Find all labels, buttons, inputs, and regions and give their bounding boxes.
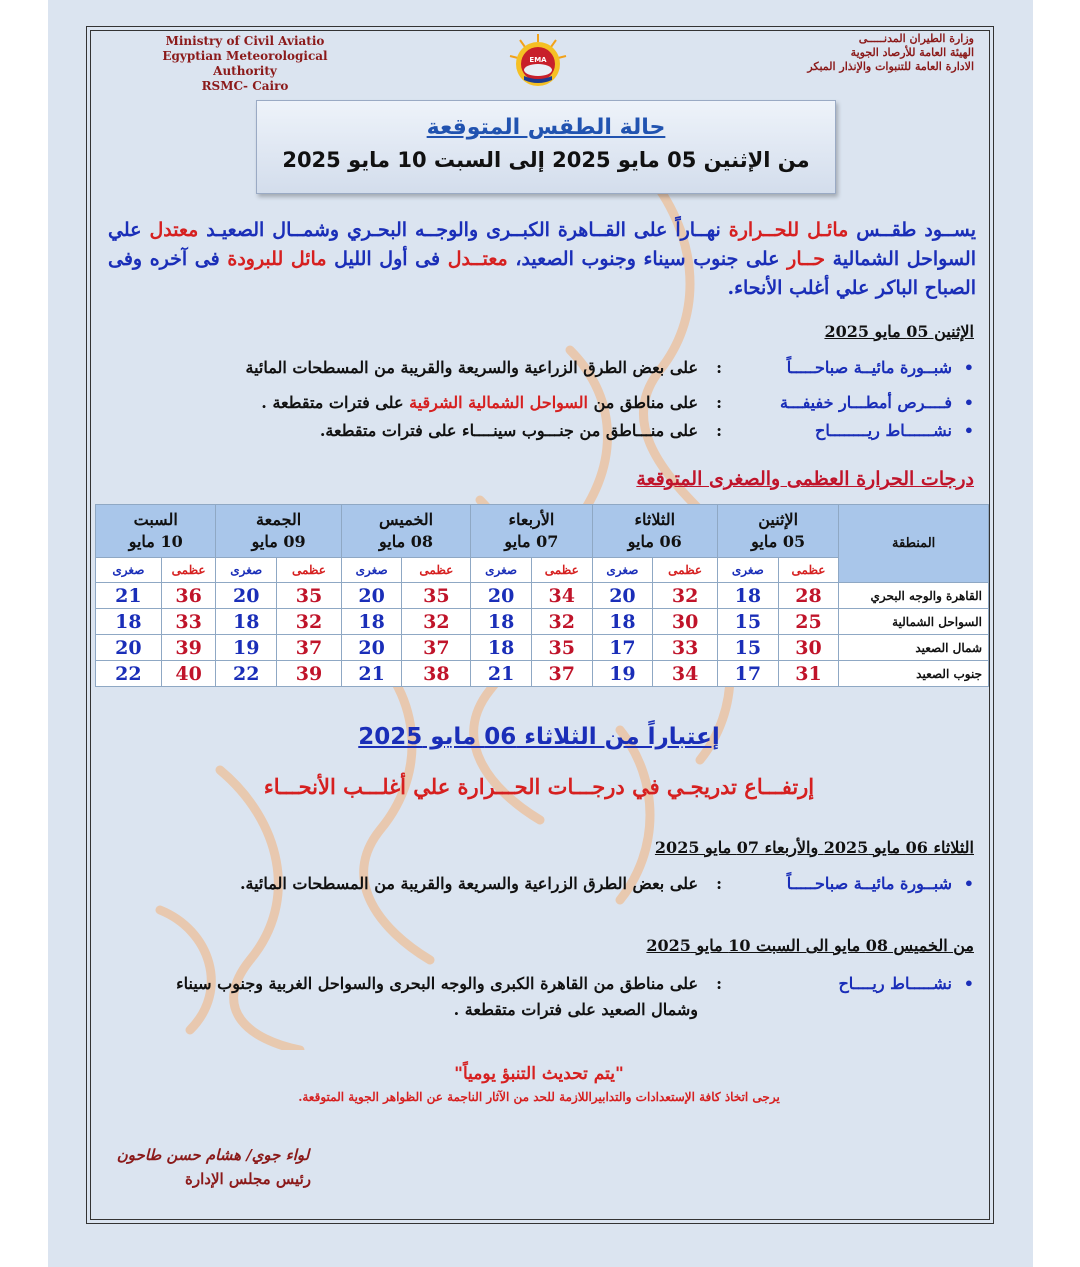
ema-logo <box>506 32 570 92</box>
phenomenon: شبــورة مائيــة صباحـــــاً <box>786 874 952 893</box>
region-name: السواحل الشمالية <box>839 609 989 635</box>
temperature-table <box>95 504 989 687</box>
day-name: الخميس <box>378 510 434 529</box>
day3-heading: من الخميس 08 مايو الى السبت 10 مايو 2025 <box>646 936 974 955</box>
from-tuesday-heading: إعتباراً من الثلاثاء 06 مايو 2025 <box>358 724 720 750</box>
intro-text: علي السواحل الشمالية <box>108 219 976 270</box>
day-header <box>96 505 216 558</box>
min-temp: 17 <box>717 661 778 687</box>
description: على مناطق من القاهرة الكبرى والوجه البحرى والسواحل الغربية وجنوب سيناء <box>176 974 698 993</box>
region-column-header: المنطقة <box>839 505 989 583</box>
max-temp: 34 <box>531 583 592 609</box>
colon: : <box>716 421 722 440</box>
description: على مناطق من <box>588 393 698 412</box>
max-temp: 35 <box>277 583 342 609</box>
min-temp: 18 <box>471 635 532 661</box>
min-temp: 20 <box>592 583 653 609</box>
min-temp: 20 <box>471 583 532 609</box>
intro-highlight: حــار <box>787 248 825 270</box>
day-name: الثلاثاء <box>634 510 676 529</box>
day-name: الإثنين <box>758 510 799 529</box>
intro-paragraph <box>108 216 976 303</box>
colon: : <box>716 358 722 377</box>
day1-item-fog <box>104 358 974 377</box>
max-label: عظمى <box>653 558 718 583</box>
day-date: 07 مايو <box>504 532 559 551</box>
temperature-trend: إرتفـــاع تدريجـي في درجـــات الحـــرارة علي أغلـــب الأنحـــاء <box>263 774 815 799</box>
signature-title: رئيس مجلس الإدارة <box>185 1170 311 1188</box>
title-box <box>256 100 836 194</box>
min-temp: 18 <box>341 609 402 635</box>
min-temp: 22 <box>216 661 277 687</box>
header-arabic <box>754 32 974 74</box>
min-temp: 20 <box>341 635 402 661</box>
description-highlight: السواحل الشمالية الشرقية <box>409 393 588 412</box>
min-label: صغرى <box>216 558 277 583</box>
phenomenon: نشــــــاط ريــــــــاح <box>815 421 952 440</box>
day-name: الجمعة <box>256 510 302 529</box>
intro-highlight: معتــدل <box>447 248 508 270</box>
day2-heading: الثلاثاء 06 مايو 2025 والأربعاء 07 مايو 2025 <box>654 838 974 857</box>
max-temp: 34 <box>653 661 718 687</box>
max-temp: 32 <box>402 609 471 635</box>
intro-text: فى أول الليل <box>326 248 448 270</box>
header-en-ministry: Ministry of Civil Aviatio <box>165 34 325 48</box>
header-en-rsmc: RSMC- Cairo <box>201 79 289 93</box>
min-temp: 20 <box>341 583 402 609</box>
min-temp: 20 <box>216 583 277 609</box>
min-temp: 18 <box>216 609 277 635</box>
day-header <box>216 505 341 558</box>
max-temp: 38 <box>402 661 471 687</box>
max-temp: 32 <box>277 609 342 635</box>
max-temp: 25 <box>778 609 839 635</box>
update-note: "يتم تحديث التنبؤ يومياً" <box>454 1064 624 1084</box>
day2-item-fog <box>104 874 974 893</box>
page-title: حالة الطقس المتوقعة <box>426 115 666 140</box>
bullet: • <box>963 974 974 993</box>
header-ar-directorate: الادارة العامة للتنبوات والإنذار المبكر <box>807 60 974 73</box>
max-temp: 31 <box>778 661 839 687</box>
temperature-table-title: درجات الحرارة العظمى والصغرى المتوقعة <box>636 468 974 490</box>
intro-highlight: معتدل <box>149 219 199 241</box>
max-temp: 40 <box>161 661 216 687</box>
max-temp: 35 <box>402 583 471 609</box>
day1-heading: الإثنين 05 مايو 2025 <box>824 322 974 341</box>
table-row <box>96 583 989 609</box>
colon: : <box>716 974 722 993</box>
phenomenon: نشـــــاط ريــــاح <box>838 974 952 993</box>
max-temp: 39 <box>277 661 342 687</box>
advice-note: يرجى اتخاذ كافة الإستعدادات والتدابيراللازمة للحد من الآثار الناجمة عن الظواهر الجوية المتوقعة. <box>298 1090 780 1104</box>
bullet: • <box>963 358 974 377</box>
logo-text: EMA <box>529 56 547 64</box>
max-temp: 33 <box>653 635 718 661</box>
bullet: • <box>963 393 974 412</box>
min-label: صغرى <box>96 558 162 583</box>
min-temp: 21 <box>96 583 162 609</box>
day-header <box>341 505 470 558</box>
intro-text: فى آخره وفى الصباح الباكر علي أغلب الأنحاء. <box>108 248 976 299</box>
min-temp: 18 <box>96 609 162 635</box>
forecast-period: من الإثنين 05 مايو 2025 إلى السبت 10 مايو 2025 <box>282 148 810 172</box>
max-label: عظمى <box>778 558 839 583</box>
day3-item-wind-cont <box>104 1000 974 1019</box>
description: على بعض الطرق الزراعية والسريعة والقريبة من المسطحات المائية. <box>239 874 698 893</box>
max-temp: 36 <box>161 583 216 609</box>
day-date: 08 مايو <box>379 532 434 551</box>
day1-item-wind <box>104 421 974 440</box>
day-date: 10 مايو <box>128 532 183 551</box>
day-name: الأربعاء <box>508 510 555 529</box>
min-temp: 15 <box>717 609 778 635</box>
intro-text: نهــاراً على القــاهرة الكبــرى والوجــه البحـري وشمــال الصعيـد <box>206 219 729 241</box>
table-row <box>96 661 989 687</box>
min-label: صغرى <box>341 558 402 583</box>
region-name: القاهرة والوجه البحري <box>839 583 989 609</box>
day-date: 09 مايو <box>251 532 306 551</box>
phenomenon: فــــرص أمطـــار خفيفـــة <box>779 393 952 412</box>
max-temp: 37 <box>531 661 592 687</box>
min-temp: 22 <box>96 661 162 687</box>
description: على منـــاطق من جنـــوب سينــــاء على فترات متقطعة. <box>319 421 698 440</box>
header-ar-authority: الهيئة العامة للأرصاد الجوية <box>850 46 974 59</box>
max-temp: 32 <box>653 583 718 609</box>
day-header <box>592 505 717 558</box>
min-temp: 20 <box>96 635 162 661</box>
bullet: • <box>963 421 974 440</box>
max-label: عظمى <box>531 558 592 583</box>
min-temp: 19 <box>216 635 277 661</box>
description: على بعض الطرق الزراعية والسريعة والقريبة من المسطحات المائية <box>245 358 698 377</box>
phenomenon: شبــورة مائيــة صباحـــــاً <box>786 358 952 377</box>
day-date: 06 مايو <box>627 532 682 551</box>
max-temp: 37 <box>402 635 471 661</box>
min-temp: 17 <box>592 635 653 661</box>
description: على فترات متقطعة . <box>261 393 410 412</box>
bullet: • <box>963 874 974 893</box>
intro-highlight: مائـل للحــرارة <box>728 219 849 241</box>
region-name: جنوب الصعيد <box>839 661 989 687</box>
day-header <box>471 505 592 558</box>
min-temp: 18 <box>471 609 532 635</box>
max-temp: 39 <box>161 635 216 661</box>
description: وشمال الصعيد على فترات متقطعة . <box>453 1000 698 1019</box>
header-ar-ministry: وزارة الطيران المدنـــــى <box>858 32 974 45</box>
min-temp: 21 <box>341 661 402 687</box>
colon: : <box>716 393 722 412</box>
max-temp: 30 <box>653 609 718 635</box>
max-label: عظمى <box>277 558 342 583</box>
min-temp: 18 <box>717 583 778 609</box>
max-label: عظمى <box>161 558 216 583</box>
max-temp: 37 <box>277 635 342 661</box>
min-label: صغرى <box>471 558 532 583</box>
min-temp: 15 <box>717 635 778 661</box>
table-row <box>96 635 989 661</box>
min-temp: 18 <box>592 609 653 635</box>
table-row <box>96 609 989 635</box>
day3-item-wind <box>104 974 974 993</box>
intro-text: يســود طقــس <box>848 219 977 241</box>
signature-name: لواء جوي/ هشام حسن طاحون <box>116 1146 310 1164</box>
intro-highlight: مائل للبرودة <box>227 248 327 270</box>
day1-item-rain <box>104 393 974 412</box>
colon: : <box>716 874 722 893</box>
day-date: 05 مايو <box>751 532 806 551</box>
intro-text: على جنوب سيناء وجنوب الصعيد، <box>507 248 788 270</box>
max-temp: 30 <box>778 635 839 661</box>
max-temp: 35 <box>531 635 592 661</box>
day-header <box>717 505 838 558</box>
min-label: صغرى <box>717 558 778 583</box>
day-name: السبت <box>133 510 178 529</box>
header-en-authority: Egyptian Meteorological Authority <box>162 49 328 78</box>
header-english <box>140 34 350 94</box>
max-temp: 32 <box>531 609 592 635</box>
min-temp: 19 <box>592 661 653 687</box>
max-label: عظمى <box>402 558 471 583</box>
max-temp: 28 <box>778 583 839 609</box>
max-temp: 33 <box>161 609 216 635</box>
region-name: شمال الصعيد <box>839 635 989 661</box>
min-label: صغرى <box>592 558 653 583</box>
min-temp: 21 <box>471 661 532 687</box>
